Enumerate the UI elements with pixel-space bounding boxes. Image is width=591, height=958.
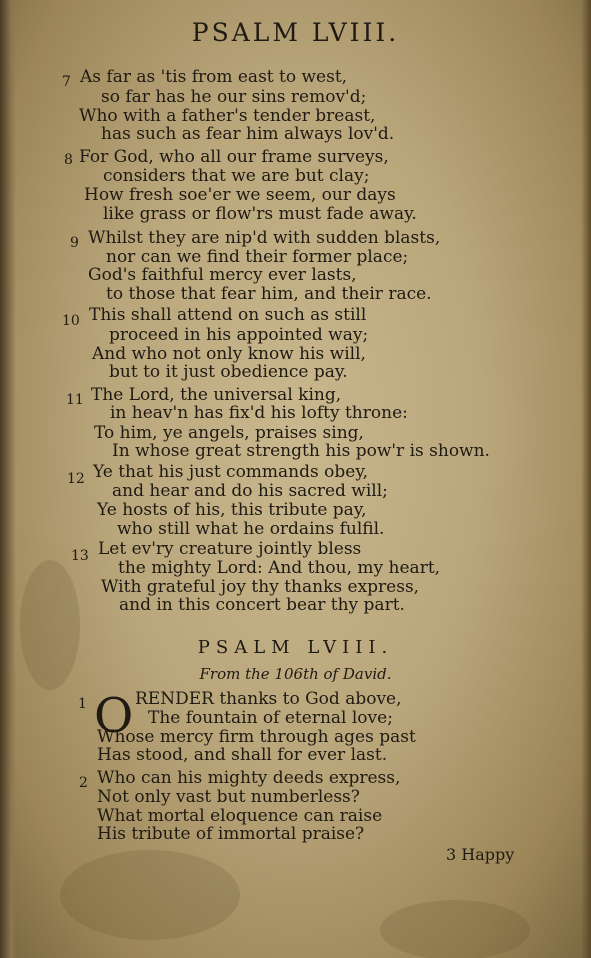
verse-number: 9 (70, 235, 79, 251)
verse-line: And who not only know his will, (92, 344, 366, 364)
paper-stain (380, 900, 530, 958)
verse-line: To him, ye angels, praises sing, (94, 423, 364, 443)
verse-line: and hear and do his sacred will; (112, 481, 388, 501)
page-edge-right (581, 0, 591, 958)
verse-number: 2 (79, 775, 88, 791)
verse-number: 11 (66, 392, 84, 408)
verse-line: Not only vast but numberless? (97, 787, 360, 807)
verse-line: For God, who all our frame surveys, (79, 147, 389, 167)
verse-line: Has stood, and shall for ever last. (97, 745, 388, 765)
verse-line: Whilst they are nip'd with sudden blasts, (88, 228, 441, 248)
verse-number: 10 (62, 313, 80, 329)
verse-line: Whose mercy firm through ages past (97, 727, 416, 747)
verse-line: The fountain of eternal love; (148, 708, 393, 728)
verse-line: and in this concert bear thy part. (119, 595, 405, 615)
verse-line: RENDER thanks to God above, (135, 689, 402, 709)
verse-line: so far has he our sins remov'd; (101, 87, 367, 107)
drop-cap: O (94, 688, 134, 744)
verse-line: proceed in his appointed way; (109, 325, 369, 345)
verse-number: 7 (62, 74, 71, 90)
paper-stain (60, 850, 240, 940)
verse-line: like grass or flow'rs must fade away. (103, 204, 417, 224)
verse-line: How fresh soe'er we seem, our days (84, 185, 396, 205)
verse-line: In whose great strength his pow'r is shown. (112, 441, 490, 461)
verse-number: 1 (78, 696, 87, 712)
verse-line: but to it just obedience pay. (109, 362, 348, 382)
verse-line: has such as fear him always lov'd. (101, 124, 395, 144)
page-header: PSALM LVIII. (191, 18, 400, 47)
verse-line: Who with a father's tender breast, (79, 106, 376, 126)
verse-line: Let ev'ry creature jointly bless (98, 539, 362, 559)
section-source: From the 106th of David. (199, 665, 392, 683)
verse-line: Ye hosts of his, this tribute pay, (97, 500, 367, 520)
verse-number: 8 (64, 152, 73, 168)
catchword: 3 Happy (446, 845, 515, 864)
verse-line: This shall attend on such as still (89, 305, 367, 325)
verse-number: 12 (67, 471, 85, 487)
verse-line: the mighty Lord: And thou, my heart, (118, 558, 441, 578)
verse-line: With grateful joy thy thanks express, (101, 577, 420, 597)
section-title: PSALM LVIII. (197, 637, 394, 658)
page-edge-left (0, 0, 16, 958)
verse-line: who still what he ordains fulfil. (117, 519, 385, 539)
verse-line: God's faithful mercy ever lasts, (88, 265, 357, 285)
verse-line: considers that we are but clay; (103, 166, 370, 186)
verse-line: Who can his mighty deeds express, (97, 768, 401, 788)
verse-line: nor can we find their former place; (106, 247, 409, 267)
verse-line: in heav'n has fix'd his lofty throne: (110, 403, 408, 423)
verse-line: What mortal eloquence can raise (97, 806, 383, 826)
verse-number: 13 (71, 548, 89, 564)
verse-line: The Lord, the universal king, (91, 385, 342, 405)
verse-line: As far as 'tis from east to west, (80, 67, 348, 87)
verse-line: Ye that his just commands obey, (93, 462, 369, 482)
verse-line: to those that fear him, and their race. (106, 284, 432, 304)
verse-line: His tribute of immortal praise? (97, 824, 365, 844)
